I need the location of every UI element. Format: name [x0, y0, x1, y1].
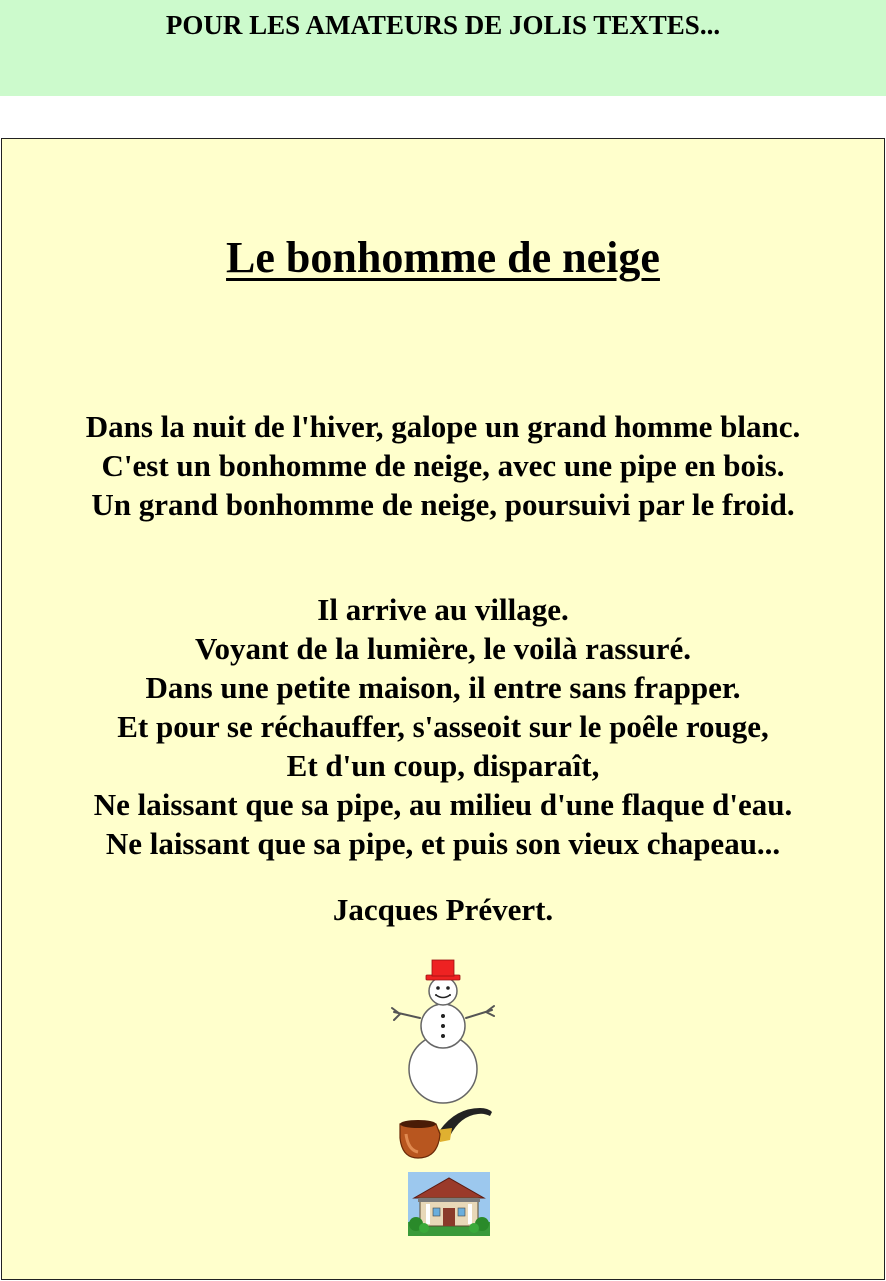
poem-line: Il arrive au village.: [317, 592, 569, 627]
snowman-icon: [390, 956, 496, 1104]
page-header: [0, 0, 886, 96]
poem-line: Et pour se réchauffer, s'asseoit sur le poêle rouge,: [117, 709, 769, 744]
poem-line: Dans la nuit de l'hiver, galope un grand homme blanc.: [85, 409, 801, 444]
poem-stanza-1: [0, 407, 886, 524]
poem-line: Voyant de la lumière, le voilà rassuré.: [195, 631, 691, 666]
poem-line: Dans une petite maison, il entre sans frapper.: [145, 670, 741, 705]
house-icon: [408, 1172, 490, 1236]
poem-stanza-2: [0, 590, 886, 863]
poem-author: Jacques Prévert.: [332, 892, 554, 927]
poem-line: Un grand bonhomme de neige, poursuivi par le froid.: [91, 487, 795, 522]
poem-line: Ne laissant que sa pipe, et puis son vieux chapeau...: [105, 826, 781, 861]
poem-line: Ne laissant que sa pipe, au milieu d'une flaque d'eau.: [93, 787, 793, 822]
poem-line: Et d'un coup, disparaît,: [286, 748, 600, 783]
poem-title: Le bonhomme de neige: [226, 233, 660, 282]
header-title: POUR LES AMATEURS DE JOLIS TEXTES...: [165, 10, 721, 40]
pipe-icon: [396, 1100, 494, 1164]
poem-line: C'est un bonhomme de neige, avec une pipe en bois.: [101, 448, 785, 483]
